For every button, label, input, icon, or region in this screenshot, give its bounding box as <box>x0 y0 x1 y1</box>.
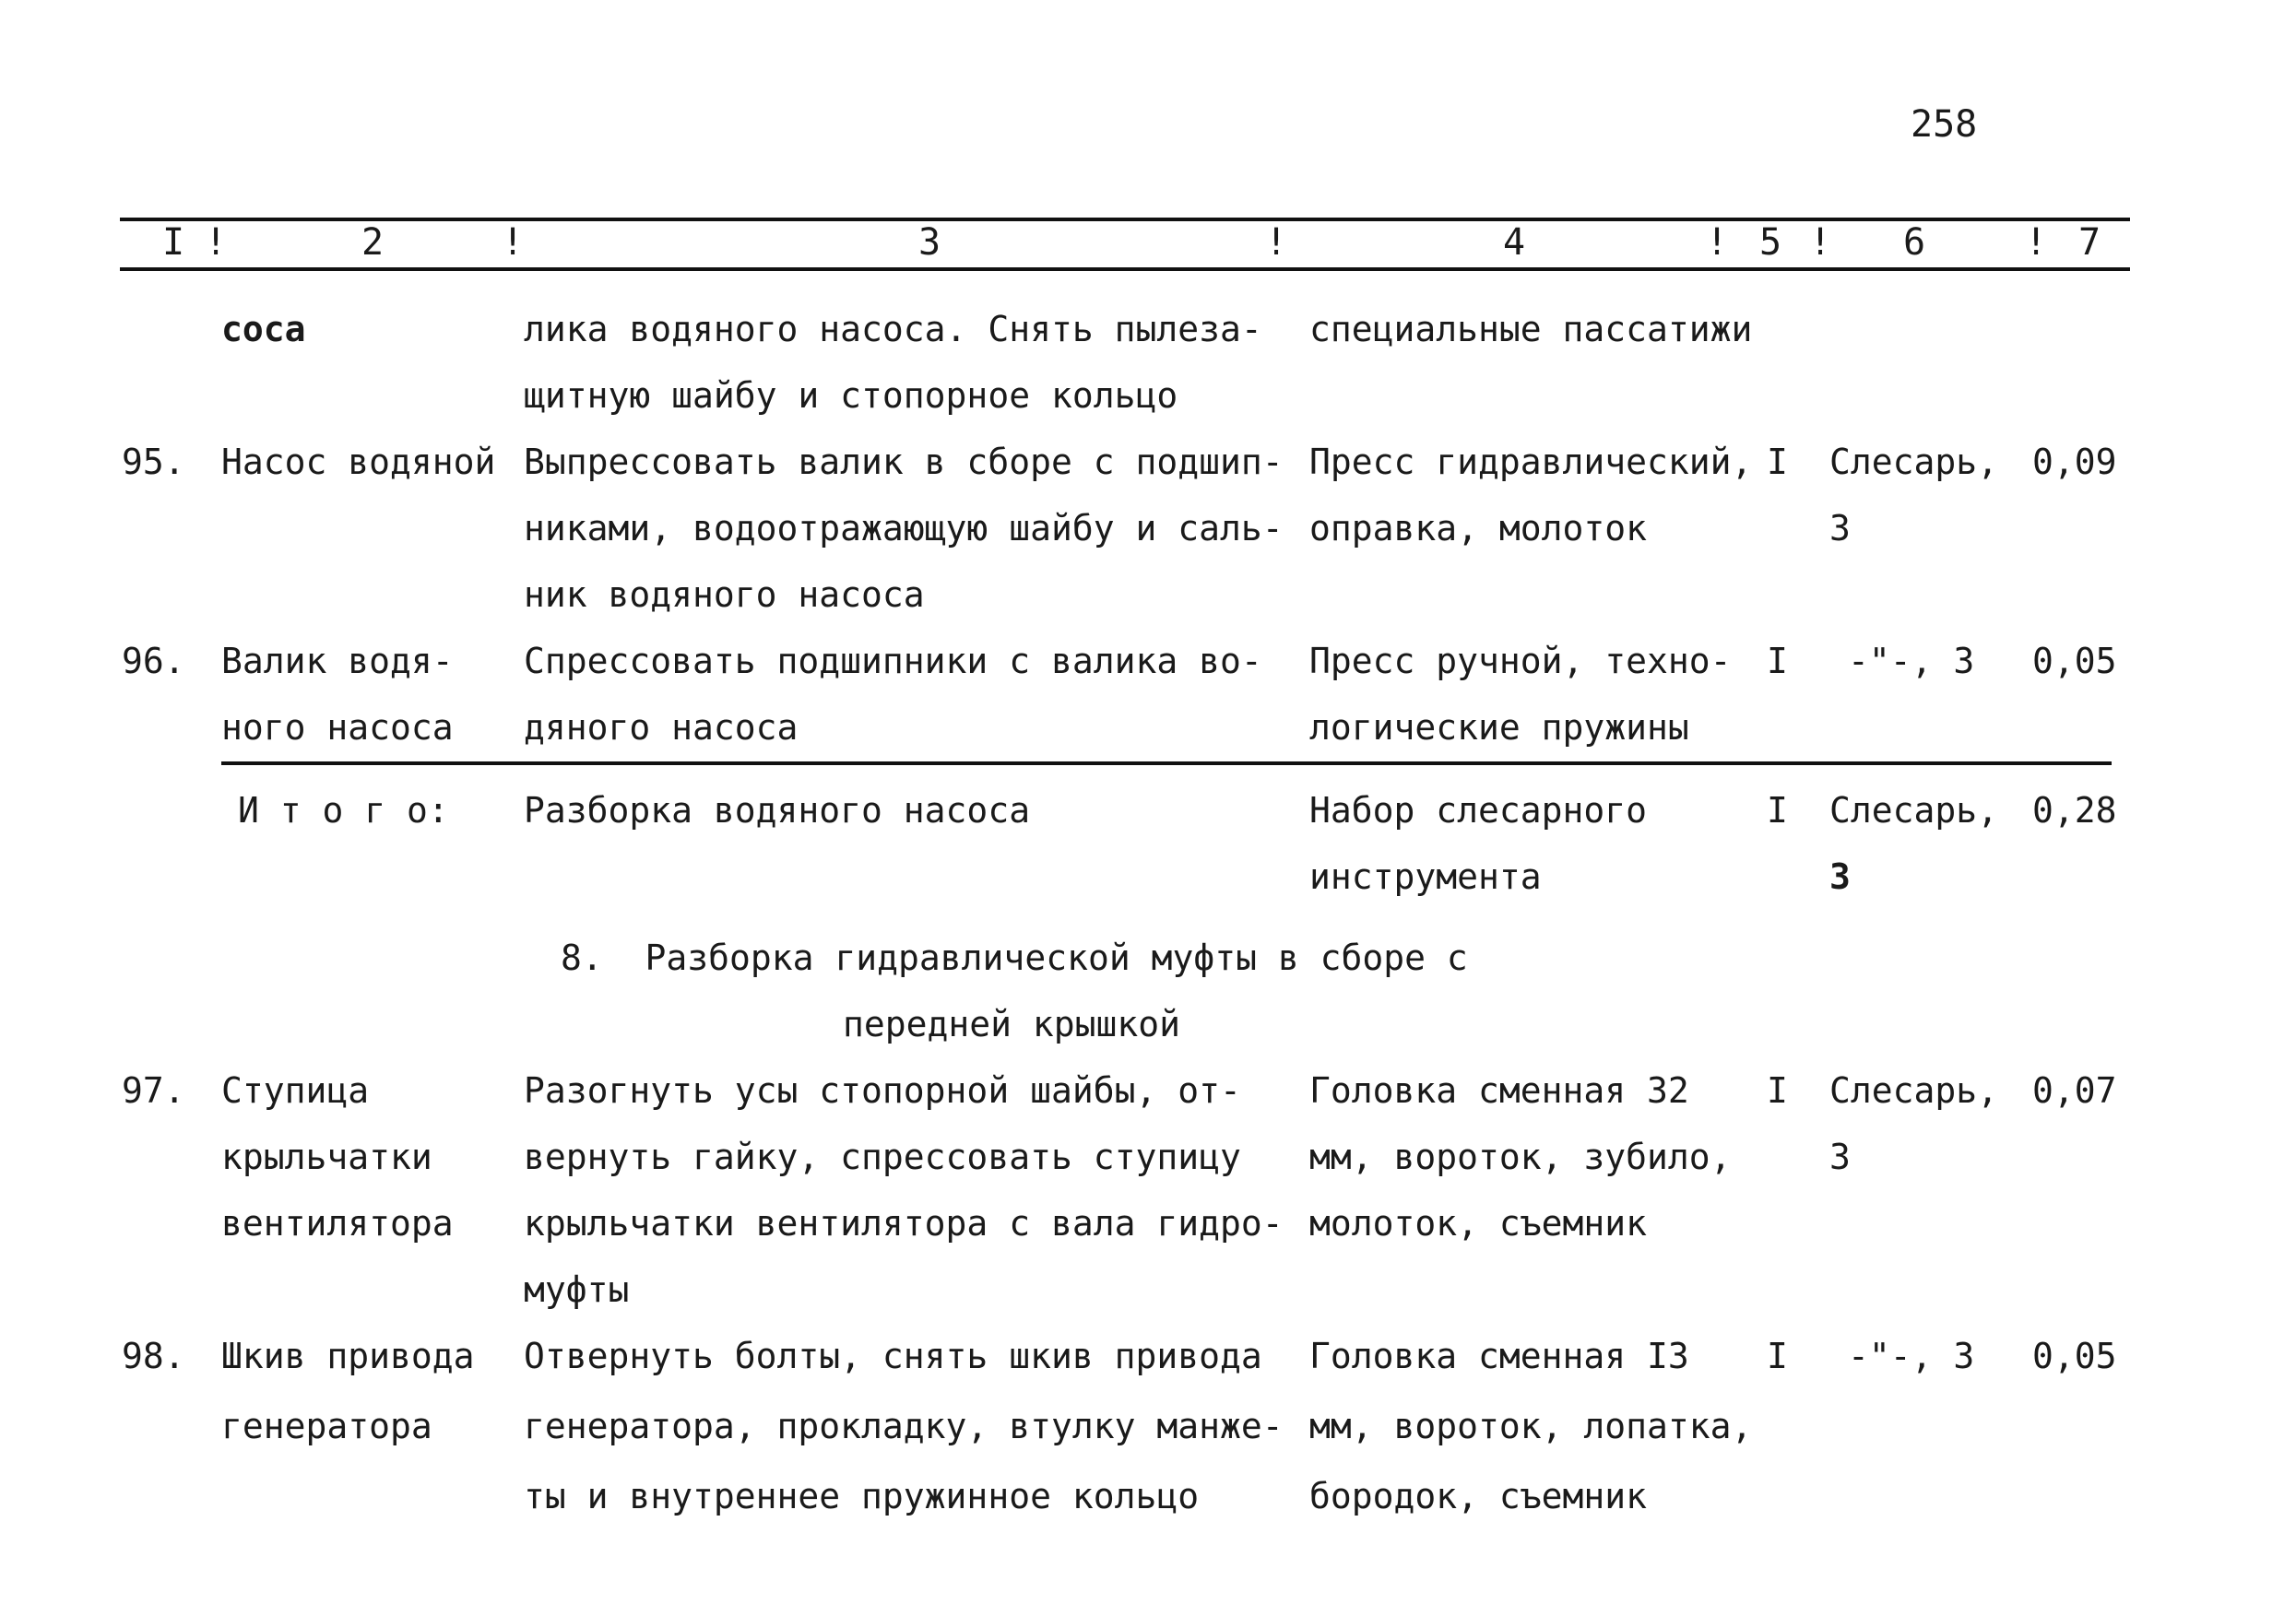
operation-cell: Разборка водяного насоса <box>524 790 1031 831</box>
row-number: 98. <box>122 1336 185 1376</box>
tools-cell: логические пружины <box>1309 707 1689 748</box>
count-cell: I <box>1767 790 1788 831</box>
operation-cell: Выпрессовать валик в сборе с подшип- <box>524 442 1284 482</box>
operation-cell: Разогнуть усы стопорной шайбы, от- <box>524 1070 1241 1111</box>
worker-cell: 3 <box>1829 856 1851 897</box>
tools-cell: Пресс ручной, техно- <box>1309 641 1732 681</box>
time-cell: 0,28 <box>2032 790 2117 831</box>
section-title: передней крышкой <box>843 1004 1181 1044</box>
page-number: 258 <box>1911 103 1978 146</box>
operation-cell: никами, водоотражающую шайбу и саль- <box>524 508 1284 548</box>
header-sep: ! <box>502 221 525 264</box>
total-label: И т о г о: <box>238 790 449 831</box>
header-sep: ! <box>2025 221 2048 264</box>
tools-cell: инструмента <box>1309 856 1542 897</box>
count-cell: I <box>1767 1070 1788 1111</box>
header-col-7: 7 <box>2078 221 2101 264</box>
worker-cell: -"-, 3 <box>1848 641 1975 681</box>
operation-cell: ты и внутреннее пружинное кольцо <box>524 1476 1200 1516</box>
part-cell: генератора <box>221 1406 432 1446</box>
operation-cell: муфты <box>524 1269 630 1310</box>
part-cell: ного насоса <box>221 707 454 748</box>
header-bottom-rule <box>120 267 2130 271</box>
tools-cell: бородок, съемник <box>1309 1476 1648 1516</box>
header-col-5: 5 <box>1759 221 1782 264</box>
header-sep: ! <box>1706 221 1729 264</box>
part-cell: Валик водя- <box>221 641 454 681</box>
row-number: 97. <box>122 1070 185 1111</box>
tools-cell: Головка сменная 32 <box>1309 1070 1689 1111</box>
part-cell: Насос водяной <box>221 442 496 482</box>
tools-cell: молоток, съемник <box>1309 1203 1648 1244</box>
header-sep: ! <box>205 221 228 264</box>
part-cell: соса <box>221 309 306 349</box>
header-col-6: 6 <box>1903 221 1926 264</box>
tools-cell: Набор слесарного <box>1309 790 1648 831</box>
operation-cell: дяного насоса <box>524 707 799 748</box>
worker-cell: 3 <box>1829 508 1851 548</box>
count-cell: I <box>1767 442 1788 482</box>
operation-cell: Отвернуть болты, снять шкив привода <box>524 1336 1262 1376</box>
operation-cell: лика водяного насоса. Снять пылеза- <box>524 309 1262 349</box>
part-cell: Ступица <box>221 1070 370 1111</box>
count-cell: I <box>1767 1336 1788 1376</box>
worker-cell: Слесарь, <box>1829 442 1999 482</box>
time-cell: 0,05 <box>2032 1336 2117 1376</box>
worker-cell: Слесарь, <box>1829 790 1999 831</box>
worker-cell: 3 <box>1829 1137 1851 1177</box>
header-col-4: 4 <box>1503 221 1526 264</box>
count-cell: I <box>1767 641 1788 681</box>
operation-cell: Спрессовать подшипники с валика во- <box>524 641 1262 681</box>
time-cell: 0,09 <box>2032 442 2117 482</box>
time-cell: 0,07 <box>2032 1070 2117 1111</box>
tools-cell: Головка сменная I3 <box>1309 1336 1689 1376</box>
part-cell: крыльчатки <box>221 1137 432 1177</box>
section-title: 8. Разборка гидравлической муфты в сборе с <box>561 938 1468 978</box>
header-col-1: I <box>162 221 185 264</box>
header-sep: ! <box>1809 221 1832 264</box>
tools-cell: специальные пассатижи <box>1309 309 1753 349</box>
time-cell: 0,05 <box>2032 641 2117 681</box>
row-number: 96. <box>122 641 185 681</box>
tools-cell: мм, вороток, зубило, <box>1309 1137 1732 1177</box>
worker-cell: -"-, 3 <box>1848 1336 1975 1376</box>
tools-cell: мм, вороток, лопатка, <box>1309 1406 1753 1446</box>
header-col-2: 2 <box>361 221 385 264</box>
row-number: 95. <box>122 442 185 482</box>
part-cell: Шкив привода <box>221 1336 475 1376</box>
operation-cell: вернуть гайку, спрессовать ступицу <box>524 1137 1241 1177</box>
operation-cell: генератора, прокладку, втулку манже- <box>524 1406 1284 1446</box>
operation-cell: крыльчатки вентилятора с вала гидро- <box>524 1203 1284 1244</box>
worker-cell: Слесарь, <box>1829 1070 1999 1111</box>
operation-cell: щитную шайбу и стопорное кольцо <box>524 375 1178 416</box>
operation-cell: ник водяного насоса <box>524 574 925 615</box>
tools-cell: Пресс гидравлический, <box>1309 442 1753 482</box>
part-cell: вентилятора <box>221 1203 454 1244</box>
header-col-3: 3 <box>918 221 941 264</box>
tools-cell: оправка, молоток <box>1309 508 1648 548</box>
header-sep: ! <box>1265 221 1288 264</box>
total-rule <box>221 761 2112 765</box>
